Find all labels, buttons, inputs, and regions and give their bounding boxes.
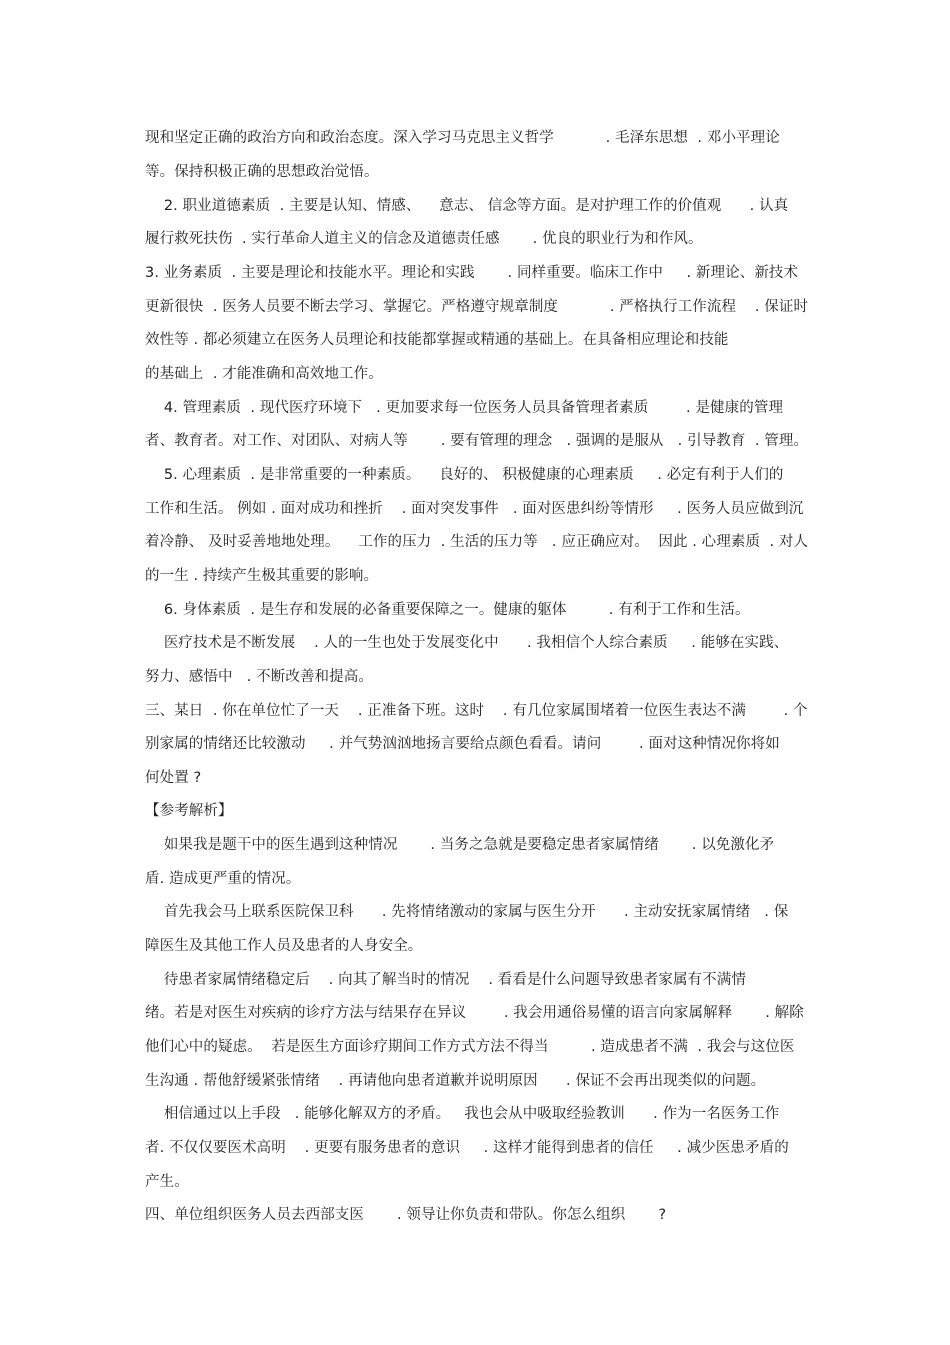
text-line: 的基础上 . 才能准确和高效地工作。 xyxy=(145,366,383,382)
text-line: 生沟通 . 帮他舒缓紧张情绪 . 再请他向患者道歉并说明原因 . 保证不会再出现类似的问题。 xyxy=(145,1073,766,1089)
text-line: 履行救死扶伤 . 实行革命人道主义的信念及道德责任感 . 优良的职业行为和作风。 xyxy=(145,231,703,247)
text-line: 3. 业务素质 . 主要是理论和技能水平。理论和实践 . 同样重要。临床工作中 . 新理论、新技术 xyxy=(145,265,799,281)
text-line: 待患者家属情绪稳定后 . 向其了解当时的情况 . 看看是什么问题导致患者家属有不满情 xyxy=(145,972,746,988)
text-line: 何处置 ? xyxy=(145,770,202,786)
text-line: 4. 管理素质 . 现代医疗环境下 . 更加要求每一位医务人员具备管理者素质 . 是健康的管理 xyxy=(145,400,784,416)
text-line: 障医生及其他工作人员及患者的人身安全。 xyxy=(145,938,423,954)
text-line: 四、单位组织医务人员去西部支医 . 领导让你负责和带队。你怎么组织 ? xyxy=(145,1207,667,1223)
text-line: 别家属的情绪还比较激动 . 并气势汹汹地扬言要给点颜色看看。请问 . 面对这种情况你将如 xyxy=(145,736,780,752)
text-line: 工作和生活。 例如 . 面对成功和挫折 . 面对突发事件 . 面对医患纠纷等情形 . 医务人员应做到沉 xyxy=(145,501,804,517)
text-line: 5. 心理素质 . 是非常重要的一种素质。 良好的、 积极健康的心理素质 . 必定有利于人们的 xyxy=(145,467,784,483)
text-line: 6. 身体素质 . 是生存和发展的必备重要保障之一。健康的躯体 . 有利于工作和生活。 xyxy=(145,602,750,618)
text-line: 医疗技术是不断发展 . 人的一生也处于发展变化中 . 我相信个人综合素质 . 能够在实践、 xyxy=(145,635,789,651)
text-line: 【参考解析】 xyxy=(145,803,233,819)
text-line: 努力、感悟中 . 不断改善和提高。 xyxy=(145,669,373,685)
text-line: 者、教育者。对工作、对团队、对病人等 . 要有管理的理念 . 强调的是服从 . 引导教育 . 管理。 xyxy=(145,433,809,449)
text-line: 更新很快 . 医务人员要不断去学习、掌握它。严格遵守规章制度 . 严格执行工作流程 . 保证时 xyxy=(145,299,809,315)
text-line: 2. 职业道德素质 . 主要是认知、情感、 意志、 信念等方面。是对护理工作的价值观 . 认真 xyxy=(145,198,789,214)
text-line: 着冷静、 及时妥善地地处理。 工作的压力 . 生活的压力等 . 应正确应对。 因此 . 心理素质 . 对人 xyxy=(145,534,809,550)
text-line: 等。保持积极正确的思想政治觉悟。 xyxy=(145,164,379,180)
text-line: 他们心中的疑虑。 若是医生方面诊疗期间工作方式方法不得当 . 造成患者不满 . 我会与这位医 xyxy=(145,1039,795,1055)
text-line: 的一生 . 持续产生极其重要的影响。 xyxy=(145,568,379,584)
text-line: 者. 不仅仅要医术高明 . 更要有服务患者的意识 . 这样才能得到患者的信任 . 减少医患矛盾的 xyxy=(145,1140,789,1156)
text-line: 如果我是题干中的医生遇到这种情况 . 当务之急就是要稳定患者家属情绪 . 以免激化矛 xyxy=(145,837,775,853)
text-line: 效性等 . 都必须建立在医务人员理论和技能都掌握或精通的基础上。在具备相应理论和技能 xyxy=(145,332,729,348)
text-line: 绪。若是对医生对疾病的诊疗方法与结果存在异议 . 我会用通俗易懂的语言向家属解释 . 解除 xyxy=(145,1005,804,1021)
text-line: 现和坚定正确的政治方向和政治态度。深入学习马克思主义哲学 . 毛泽东思想 . 邓小平理论 xyxy=(145,130,780,146)
text-line: 相信通过以上手段 . 能够化解双方的矛盾。 我也会从中吸取经验教训 . 作为一名医务工作 xyxy=(145,1106,780,1122)
text-line: 盾. 造成更严重的情况。 xyxy=(145,871,301,887)
text-line: 三、某日 . 你在单位忙了一天 . 正准备下班。这时 . 有几位家属围堵着一位医生表达不满 . 个 xyxy=(145,703,808,719)
text-line: 产生。 xyxy=(145,1174,189,1190)
text-line: 首先我会马上联系医院保卫科 . 先将情绪激动的家属与医生分开 . 主动安抚家属情绪 . 保 xyxy=(145,904,789,920)
